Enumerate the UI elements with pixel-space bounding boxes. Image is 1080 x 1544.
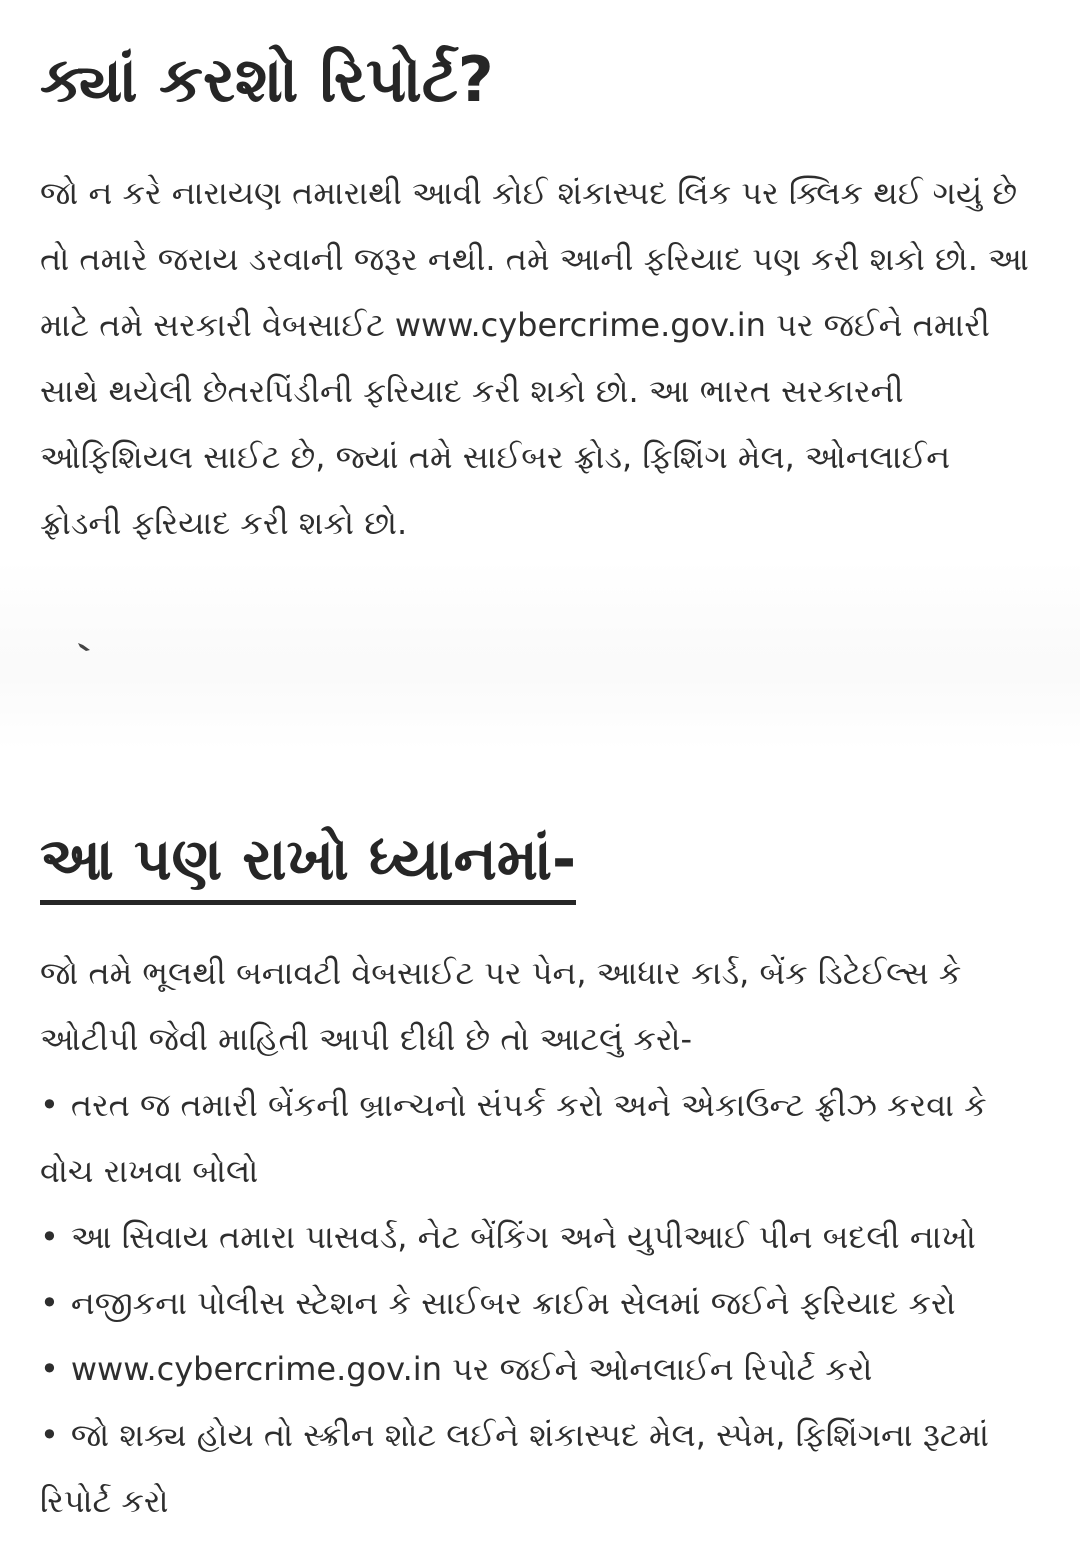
list-item (40, 1270, 1040, 1336)
list-item-text: જો શક્ય હોય તો સ્ક્રીન શોટ લઈને શંકાસ્પદ મેલ, સ્પેમ, ફિશિંગના રૂટમાં રિપોર્ટ કરો (40, 1416, 989, 1520)
list-item-text: નજીકના પોલીસ સ્ટેશન કે સાઈબર ક્રાઈમ સેલમાં જઈને ફરિયાદ કરો (70, 1284, 956, 1322)
bullet-icon: • (40, 1350, 59, 1388)
list-item (40, 1402, 1040, 1534)
heading-where-to-report: ક્યાં કરશો રિપોર્ટ? (40, 43, 494, 116)
bullet-icon: • (40, 1416, 59, 1454)
list-item (40, 1072, 1040, 1204)
list-item (40, 1336, 1040, 1402)
heading-keep-in-mind: આ પણ રાખો ધ્યાનમાં- (40, 818, 576, 905)
ad-placeholder (0, 560, 1080, 750)
list-item (40, 1204, 1040, 1270)
bullet-icon: • (40, 1218, 59, 1256)
ad-marker-icon (77, 642, 91, 652)
list-item-text: www.cybercrime.gov.in પર જઈને ઓનલાઈન રિપોર્ટ કરો (70, 1350, 873, 1388)
bullet-icon: • (40, 1284, 59, 1322)
list-item-text: તરત જ તમારી બેંકની બ્રાન્ચનો સંપર્ક કરો અને એકાઉન્ટ ફ્રીઝ કરવા કે વોચ રાખવા બોલો (40, 1086, 987, 1190)
report-paragraph: જો ન કરે નારાયણ તમારાથી આવી કોઈ શંકાસ્પદ લિંક પર ક્લિક થઈ ગયું છે તો તમારે જરાય ડરવાની જરૂર નથી. તમે આની ફરિયાદ પણ કરી શકો છો. આ માટે તમે સરકારી વેબસાઈટ www.cybercrime.gov.in પર જઈને તમારી સાથે થયેલી છેતરપિંડીની ફરિયાદ કરી શકો છો. આ ભારત સરકારની ઓફિશિયલ સાઈટ છે, જ્યાં તમે સાઈબર ફ્રોડ, ફિશિંગ મેલ, ઓનલાઈન ફ્રોડની ફરિયાદ કરી શકો છો. (40, 174, 1029, 542)
keep-in-mind-intro: જો તમે ભૂલથી બનાવટી વેબસાઈટ પર પેન, આધાર કાર્ડ, બેંક ડિટેઈલ્સ કે ઓટીપી જેવી માહિતી આપી દીધી છે તો આટલું કરો- (40, 954, 962, 1058)
bullet-icon: • (40, 1086, 59, 1124)
advice-list (40, 1072, 1040, 1534)
list-item-text: આ સિવાય તમારા પાસવર્ડ, નેટ બેંકિંગ અને યુપીઆઈ પીન બદલી નાખો (70, 1218, 976, 1256)
